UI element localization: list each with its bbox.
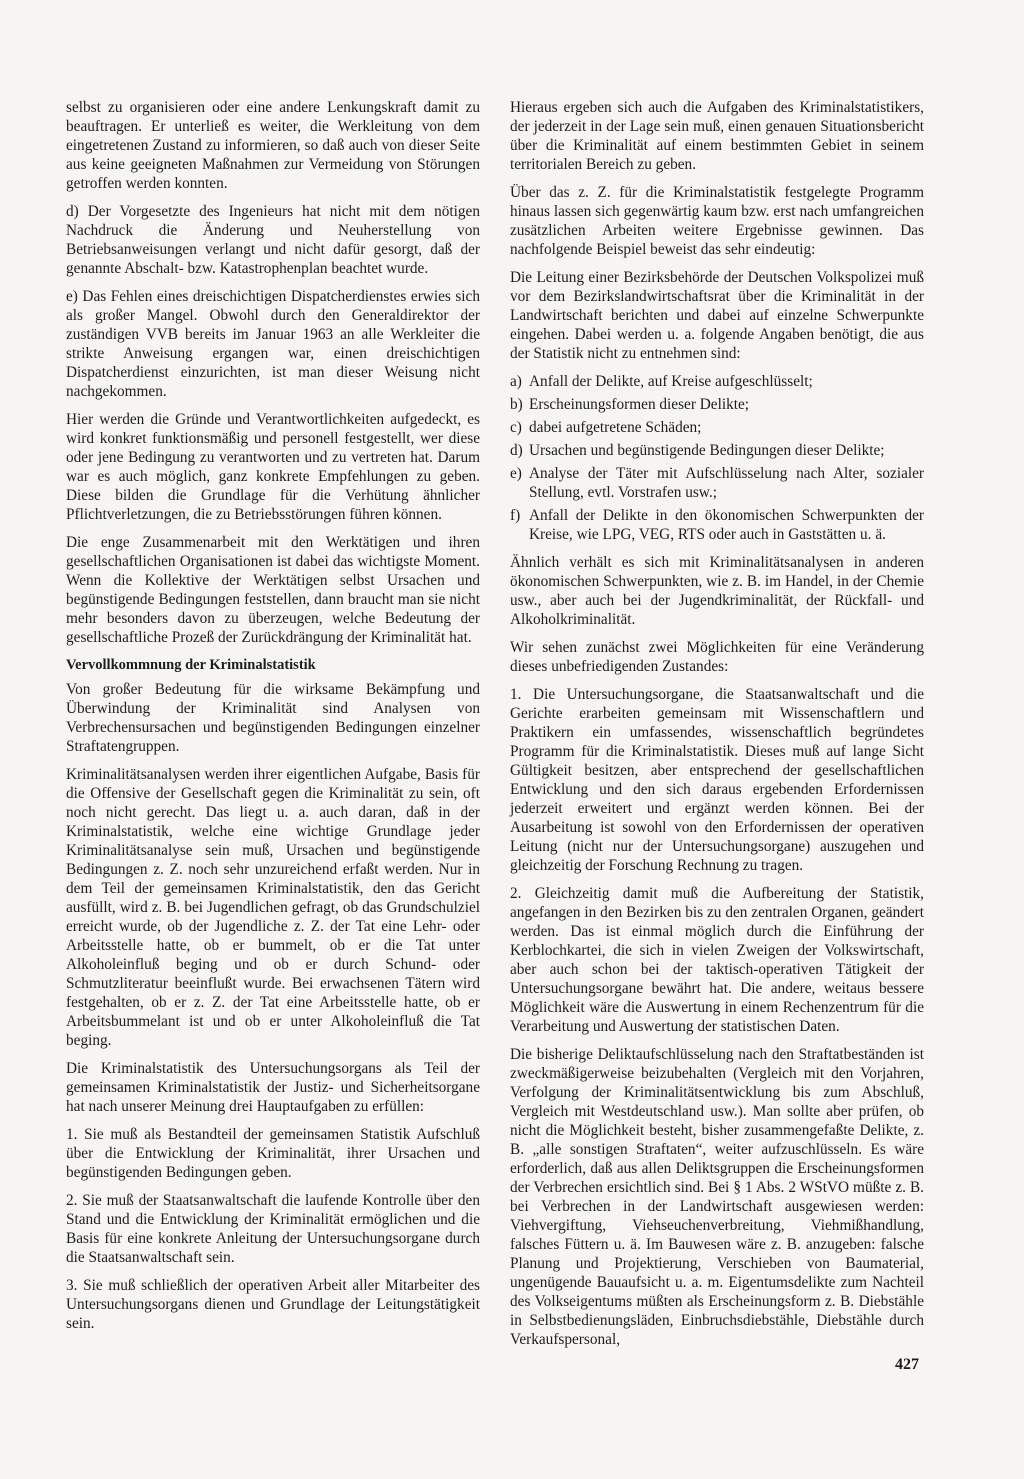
right-column — [510, 98, 924, 1358]
list-item — [510, 372, 924, 391]
list-item — [510, 395, 924, 414]
list-item — [510, 418, 924, 437]
list-item-text: Ursachen und begünstigende Bedingungen dieser Delikte; — [529, 442, 885, 459]
list-item-label: d) — [510, 442, 523, 459]
numbered-paragraph: 1. Sie muß als Bestandteil der gemeinsamen Statistik Aufschluß über die Entwicklung der Kriminalität, ihrer Ursachen und begünstigenden Bedingungen geben. — [66, 1126, 480, 1181]
paragraph: Die enge Zusammenarbeit mit den Werktätigen und ihren gesellschaftlichen Organisationen ist dabei das wichtigste Moment. Wenn die Kollektive der Werktätigen selbst Ursachen und begünstigende Bedingungen feststellen, dann braucht man sie nicht mehr besonders davon zu überzeugen, welche Bedeutung der gesellschaftliche Prozeß der Zurückdrängung der Kriminalität hat. — [66, 534, 480, 646]
paragraph: Über das z. Z. für die Kriminalstatistik festgelegte Programm hinaus lassen sich gegenwärtig kaum bzw. erst nach umfangreichen zusätzlichen Arbeiten weitere Ergebnisse gewinnen. Das nachfolgende Beispiel beweist das sehr eindeutig: — [510, 184, 924, 258]
paragraph: Die Leitung einer Bezirksbehörde der Deutschen Volkspolizei muß vor dem Bezirkslandwirtschaftsrat über die Kriminalität in der Landwirtschaft berichten und dabei auf einzelne Schwerpunkte eingehen. Dabei werden u. a. folgende Angaben benötigt, die aus der Statistik nicht zu entnehmen sind: — [510, 269, 924, 362]
paragraph: e) Das Fehlen eines dreischichtigen Dispatcherdienstes erwies sich als großer Mangel. Obwohl durch den Generaldirektor der zuständigen VVB bereits im Januar 1963 an alle Werkleiter die strikte Anweisung ergangen war, einen dreischichtigen Dispatcherdienst einzurichten, ist man dieser Weisung nicht nachgekommen. — [66, 288, 480, 400]
paragraph: Die Kriminalstatistik des Untersuchungsorgans als Teil der gemeinsamen Kriminalstatistik der Justiz- und Sicherheitsorgane hat nach unserer Meinung drei Hauptaufgaben zu erfüllen: — [66, 1060, 480, 1115]
list-item-text: Anfall der Delikte in den ökonomischen Schwerpunkten der Kreise, wie LPG, VEG, RTS oder auch in Gaststätten u. ä. — [529, 507, 924, 543]
list-item-text: Analyse der Täter mit Aufschlüsselung nach Alter, sozialer Stellung, evtl. Vorstrafen usw.; — [529, 465, 924, 501]
list-item-label: e) — [510, 465, 522, 482]
paragraph: Wir sehen zunächst zwei Möglichkeiten für eine Veränderung dieses unbefriedigenden Zustandes: — [510, 639, 924, 675]
left-column — [66, 98, 480, 1342]
list-item-label: f) — [510, 507, 521, 524]
list-item-label: c) — [510, 419, 522, 436]
section-heading: Vervollkommnung der Kriminalstatistik — [66, 657, 316, 673]
list-item — [510, 441, 924, 460]
numbered-paragraph: 2. Gleichzeitig damit muß die Aufbereitung der Statistik, angefangen in den Bezirken bis zu den zentralen Organen, geändert werden. Das ist einmal möglich durch die Einführung der Kerblochkartei, die sich in vielen Zweigen der Volkswirtschaft, aber auch schon bei der taktisch-operativen Tätigkeit der Untersuchungsorgane bewährt hat. Die andere, weitaus bessere Möglichkeit wäre die Auswertung in einem Rechenzentrum für die Verarbeitung und Auswertung der statistischen Daten. — [510, 885, 924, 1035]
numbered-paragraph: 2. Sie muß der Staatsanwaltschaft die laufende Kontrolle über den Stand und die Entwicklung der Kriminalität ermöglichen und die Basis für eine konkrete Anleitung der Untersuchungsorgane durch die Staatsanwaltschaft sein. — [66, 1192, 480, 1266]
paragraph: Kriminalitätsanalysen werden ihrer eigentlichen Aufgabe, Basis für die Offensive der Gesellschaft gegen die Kriminalität zu sein, oft noch nicht gerecht. Das liegt u. a. auch daran, daß in der Kriminalstatistik, welche eine wichtige Grundlage jeder Kriminalitätsanalyse sein muß, Ursachen und begünstigende Bedingungen z. Z. noch sehr unzureichend erfaßt werden. Nur in dem Teil der gemeinsamen Kriminalstatistik, den das Gericht ausfüllt, wird z. B. bei Jugendlichen gefragt, ob das Grundschulziel erreicht wurde, ob der Jugendliche z. Z. der Tat eine Lehr- oder Arbeitsstelle hatte, ob er bummelt, ob er die Tat unter Alkoholeinfluß beging und ob er durch Schund- oder Schmutzliteratur beeinflußt wurde. Bei erwachsenen Tätern wird festgehalten, ob er z. Z. der Tat eine Arbeitsstelle hatte, ob er Arbeitsbummelant ist und ob er unter Alkoholeinfluß die Tat beging. — [66, 766, 480, 1049]
list-item-text: Erscheinungsformen dieser Delikte; — [529, 396, 750, 413]
paragraph: Ähnlich verhält es sich mit Kriminalitätsanalysen in anderen ökonomischen Schwerpunkten, wie z. B. im Handel, in der Chemie usw., aber auch bei der Jugendkriminalität, der Rückfall- und Alkoholkriminalität. — [510, 554, 924, 628]
list-item-text: Anfall der Delikte, auf Kreise aufgeschlüsselt; — [529, 373, 813, 390]
paragraph: d) Der Vorgesetzte des Ingenieurs hat nicht mit dem nötigen Nachdruck die Änderung und Neuherstellung von Betriebsanweisungen verlangt und nicht dafür gesorgt, daß der genannte Abschalt- bzw. Katastrophenplan beachtet wurde. — [66, 203, 480, 277]
list-item — [510, 464, 924, 502]
page-number: 427 — [895, 1356, 919, 1373]
list-item-label: b) — [510, 396, 523, 413]
paragraph: Von großer Bedeutung für die wirksame Bekämpfung und Überwindung der Kriminalität sind Analysen von Verbrechensursachen und begünstigenden Bedingungen einzelner Straftatengruppen. — [66, 681, 480, 755]
paragraph: Hier werden die Gründe und Verantwortlichkeiten aufgedeckt, es wird konkret funktionsmäßig und personell festgestellt, wer diese oder jene Bedingung zu verantworten und zu vertreten hat. Darum war es auch möglich, ganz konkrete Empfehlungen zu geben. Diese bilden die Grundlage für die Verhütung ähnlicher Pflichtverletzungen, die zu Betriebsstörungen führen können. — [66, 411, 480, 523]
paragraph: Die bisherige Deliktaufschlüsselung nach den Straftatbeständen ist zweckmäßigerweise beizubehalten (Vergleich mit den Vorjahren, Verfolgung der Kriminalitätsentwicklung bis zum Abschluß, Vergleich mit Westdeutschland usw.). Man sollte aber prüfen, ob nicht die Möglichkeit besteht, bisher zusammengefaßte Delikte, z. B. „alle sonstigen Straftaten“, weiter aufzuschlüsseln. Es wäre erforderlich, daß aus allen Deliktsgruppen die Erscheinungsformen der Verbrechen ersichtlich sind. Bei § 1 Abs. 2 WStVO müßte z. B. bei Verbrechen in der Landwirtschaft ausgewiesen werden: Viehvergiftung, Viehseuchenverbreitung, Viehmißhandlung, falsches Füttern u. ä. Im Bauwesen wäre z. B. anzugeben: falsche Planung und Projektierung, Verschieben von Baumaterial, ungenügende Bauaufsicht u. a. m. Eigentumsdelikte zum Nachteil des Volkseigentums müßten als Erscheinungsform z. B. Diebstähle in Selbstbedienungsläden, Einbruchsdiebstähle, Diebstähle durch Verkaufspersonal, — [510, 1046, 924, 1348]
list-item — [510, 506, 924, 544]
numbered-paragraph: 1. Die Untersuchungsorgane, die Staatsanwaltschaft und die Gerichte erarbeiten gemeinsam mit Wissenschaftlern und Praktikern ein umfassendes, wissenschaftlich begründetes Programm für die Kriminalstatistik. Dieses muß auf lange Sicht Gültigkeit besitzen, aber entsprechend der gesellschaftlichen Entwicklung und den sich daraus ergebenden Erfordernissen jederzeit erweitert und ergänzt werden können. Bei der Ausarbeitung ist sowohl von den Erfordernissen der operativen Leitung (nicht nur der Untersuchungsorgane) auszugehen und gleichzeitig der Forschung Rechnung zu tragen. — [510, 686, 924, 874]
paragraph: selbst zu organisieren oder eine andere Lenkungskraft damit zu beauftragen. Er unterließ es weiter, die Werkleitung von dem eingetretenen Zustand zu informieren, so daß auch von dieser Seite aus keine geeigneten Maßnahmen zur Vermeidung von Störungen getroffen werden konnten. — [66, 99, 480, 192]
list-item-label: a) — [510, 373, 522, 390]
numbered-paragraph: 3. Sie muß schließlich der operativen Arbeit aller Mitarbeiter des Untersuchungsorgans dienen und Grundlage der Leitungstätigkeit sein. — [66, 1277, 480, 1332]
paragraph: Hieraus ergeben sich auch die Aufgaben des Kriminalstatistikers, der jederzeit in der Lage sein muß, einen genauen Situationsbericht über die Kriminalität auf einem bestimmten Gebiet in seinem territorialen Bereich zu geben. — [510, 99, 924, 173]
list-item-text: dabei aufgetretene Schäden; — [529, 419, 702, 436]
